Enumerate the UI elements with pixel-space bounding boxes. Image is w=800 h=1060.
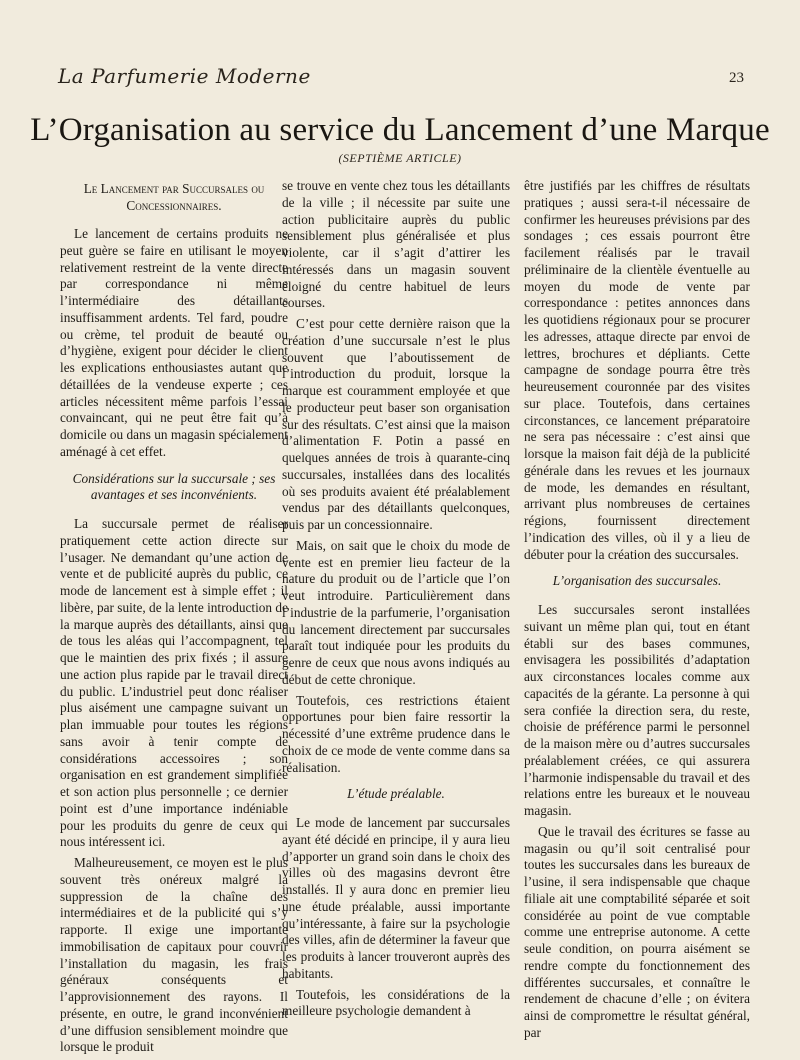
subheading: Considérations sur la succursale ; ses avantages et ses inconvénients. [72, 470, 276, 503]
paragraph: Le lancement de certains produits ne peut guère se faire en utilisant le moyen relativement restreint de la vente directe par correspondance ni même l’intermédiaire des détaillants insuffisamment ardents. Tel fard, poudre ou crème, tel produit de beauté ou d’hygiène, exigent pour décider le client les explications enthousiastes autant que détaillées de la vendeuse experte ; ces articles nécessitent même parfois l’essai convaincant, qui ne peut être fait qu’à domicile ou dans un magasin spécialement aménagé à cet effet. [60, 226, 288, 459]
paragraph: La succursale permet de réaliser pratiquement cette action directe sur l’usager. Ne demandant qu’une action de vente et de publicité auprès du public, ce mode de lancement est à simple effet ; il libère, par suite, de la lente introduction de la marque auprès des détaillants, ainsi que de tous les aléas qui l’accompagnent, tel que le maintien des prix fixés ; il assure une action plus rapide par le travail direct du public. L’industriel peut donc réaliser plus aisément une campagne suivant un plan immuable pour toutes les régions sans avoir à tenir compte de considérations accessoires ; son organisation en est grandement simplifiée et son action plus personnelle ; ce dernier point est d’une importance indéniable pour les produits du genre de ceux qui nous intéressent ici. [60, 516, 288, 850]
paragraph: Malheureusement, ce moyen est le plus souvent très onéreux malgré la suppression de la chaîne des intermédiaires et de la publicité qui s’y rapporte. Il exige une importante immobilisation de capitaux pour couvrir l’installation du magasin, les frais généraux conséquents et l’approvisionnement des rayons. Il présente, en outre, le grand inconvénient d’une diffusion sensiblement moindre que lorsque le produit [60, 855, 288, 1055]
subheading: L’étude préalable. [347, 786, 445, 802]
subheading: L’organisation des succursales. [552, 573, 722, 589]
paragraph: Le mode de lancement par succursales ayant été décidé en principe, il y aura lieu d’apporter un grand soin dans le choix des villes où des magasins devront être installés. Il y aura donc en premier lieu une étude préalable, aussi importante qu’intéressante, à faire sur la psychologie des villes, afin de déterminer la faveur que les produits à lancer trouveront auprès des habitants. [282, 815, 510, 981]
section-heading: Le Lancement par Succursales ou Concessionnaires. [83, 181, 265, 213]
paragraph: Que le travail des écritures se fasse au magasin ou qu’il soit centralisé pour toutes les succursales dans les bureaux de l’usine, il sera indispensable que chaque filiale ait une comptabilité séparée et soit considérée au point de vue comptable comme une entreprise autonome. A cette seule condition, on pourra aisément se rendre compte du fonctionnement des différentes succursales, et connaître le rendement de chacune d’elle ; on évitera ainsi de compromettre le résultat général, par [524, 823, 750, 1040]
paragraph: Les succursales seront installées suivant un même plan qui, tout en étant établi sur des bases communes, envisagera les possibilités d’adaptation aux circonstances locales comme aux capacités de la gérante. La personne à qui sera confiée la direction sera, du reste, choisie de préférence parmi le personnel de la maison mère ou d’autres succursales préalablement créées, ce qui assurera l’harmonie indispensable du travail et des relations entre les bureaux et le nouveau magasin. [524, 602, 750, 818]
column-1 [60, 178, 288, 1060]
paragraph: se trouve en vente chez tous les détaillants de la ville ; il nécessite par suite une action publicitaire auprès du public sensiblement plus généralisée et plus violente, car il s’agit d’attirer les intéressés dans un magasin souvent éloigné du centre habituel de leurs courses. [282, 178, 510, 311]
article-subtitle: (SEPTIÈME ARTICLE) [338, 151, 462, 165]
running-head: La Parfumerie Moderne [58, 64, 311, 88]
page-number: 23 [729, 70, 744, 86]
column-3 [524, 178, 750, 1046]
paragraph: être justifiés par les chiffres de résultats pratiques ; aussi sera-t-il nécessaire de confirmer les heureuses prévisions par des sondages ; ces essais pourront être facilement réalisés par le travail préliminaire de la clientèle éventuelle au moyen du mode de vente par correspondance : petites annonces dans les quotidiens régionaux pour se procurer les adresses, attaque directe par envoi de lettres, brochures et dépliants. Cette campagne de sondage pourra être très heureusement couronnée par des visites sur place. Toutefois, dans certaines circonstances, ce lancement préparatoire ne sera pas nécessaire : c’est ainsi que lorsque la maison fait déjà de la publicité générale dans les revues et les journaux de mode, les demandes en résultant, arrivant plus nombreuses de certaines régions, fournissent directement l’indication des villes, où il y a lieu de débuter pour la création des succursales. [524, 178, 750, 562]
column-2 [282, 178, 510, 1024]
article-title: L’Organisation au service du Lancement d’une Marque [30, 112, 770, 148]
paragraph: Toutefois, les considérations de la meilleure psychologie demandent à [282, 986, 510, 1019]
paragraph: Toutefois, ces restrictions étaient opportunes pour bien faire ressortir la nécessité d’une extrême prudence dans le choix de ce mode de vente comme dans sa réalisation. [282, 692, 510, 775]
paragraph: Mais, on sait que le choix du mode de vente est en premier lieu facteur de la nature du produit ou de l’article que l’on veut introduire. Particulièrement dans l’industrie de la parfumerie, l’organisation du lancement directement par succursales paraît tout indiquée pour les produits du genre de ceux que nous avons indiqués au début de cette chronique. [282, 537, 510, 687]
paragraph: C’est pour cette dernière raison que la création d’une succursale n’est le plus souvent que l’aboutissement de l’introduction du produit, lorsque la marque est couramment employée et que le producteur peut baser son organisation sur des résultats. C’est ainsi que la maison d’alimentation F. Potin a passé en quelques années de trois à quarante-cinq succursales, installées dans des localités où ses produits avaient été préalablement vendus par des détaillants quelconques, puis par un concessionnaire. [282, 316, 510, 532]
